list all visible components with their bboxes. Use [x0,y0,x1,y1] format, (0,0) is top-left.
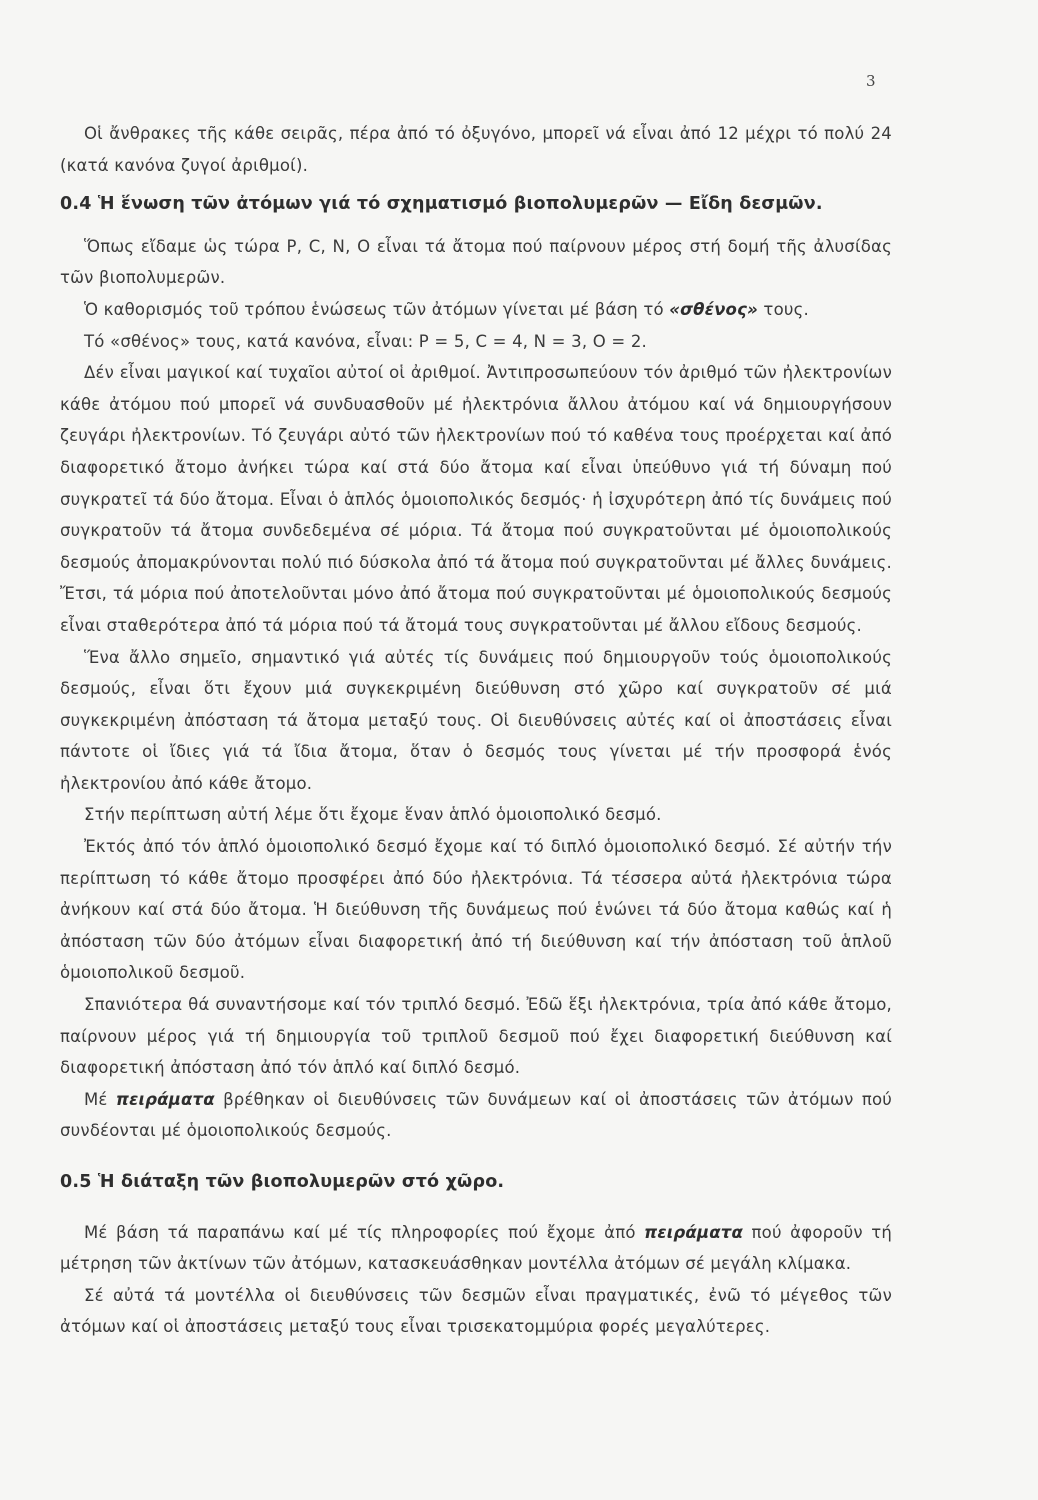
paragraph: Σέ αὐτά τά μοντέλλα οἱ διευθύνσεις τῶν δεσμῶν εἶναι πραγματικές, ἐνῶ τό μέγεθος τῶν ἀτόμων καί οἱ ἀποστάσεις μεταξύ τους εἶναι τρισεκατομμύρια φορές μεγαλύτερες. [60,1285,892,1337]
page-content [60,118,892,1343]
paragraph-models [60,1217,892,1280]
paragraph: Ὅπως εἴδαμε ὡς τώρα P, C, N, O εἶναι τά ἄτομα πού παίρνουν μέρος στή δομή τῆς ἀλυσίδας τῶν βιοπολυμερῶν. [60,236,892,288]
paragraph: Ἐκτός ἀπό τόν ἁπλό ὁμοιοπολικό δεσμό ἔχομε καί τό διπλό ὁμοιοπολικό δεσμό. Σέ αὐτήν τήν περίπτωση τό κάθε ἄτομο προσφέρει ἀπό δύο ἠλεκτρόνια. Τά τέσσερα αὐτά ἠλεκτρόνια τώρα ἀνήκουν καί στά δύο ἄτομα. Ἡ διεύθυνση τῆς δυνάμεως πού ἑνώνει τά δύο ἄτομα καθώς καί ἡ ἀπόσταση τῶν δύο ἀτόμων εἶναι διαφορετική ἀπό τή διεύθυνση καί τήν ἀπόσταση τοῦ ἁπλοῦ ὁμοιοπολικοῦ δεσμοῦ. [60,837,892,983]
section-0-5-heading-wrap [60,1167,892,1199]
text-run: Μέ βάση τά παραπάνω καί μέ τίς πληροφορίες πού ἔχομε ἀπό [84,1222,645,1242]
paragraph-valence [60,294,892,326]
text-run: βρέθηκαν οἱ διευθύνσεις τῶν δυνάμεων καί οἱ ἀποστάσεις τῶν ἀτόμων πού συνδέονται μέ ὁμοιοπολικούς δεσμούς. [60,1089,893,1141]
paragraph-experiments [60,1084,892,1147]
text-run: Μέ [84,1089,116,1109]
text-run: τους. [757,299,809,319]
paragraph-valence-values: Τό «σθένος» τους, κατά κανόνα, εἶναι: P = 5, C = 4, N = 3, O = 2. [84,331,647,351]
section-0-4-heading-wrap [60,189,892,221]
emphasis-experiments-2: πειράματα [644,1222,744,1242]
paragraph: Σπανιότερα θά συναντήσομε καί τόν τριπλό δεσμό. Ἐδῶ ἕξι ἠλεκτρόνια, τρία ἀπό κάθε ἄτομο, παίρνουν μέρος γιά τή δημιουργία τοῦ τριπλοῦ δεσμοῦ πού ἔχει διαφορετική διεύθυνση καί διαφορετική ἀπόσταση ἀπό τόν ἁπλό καί διπλό δεσμό. [60,995,892,1078]
text-run: πού ἀφοροῦν τή μέτρηση τῶν ἀκτίνων τῶν ἀτόμων, κατασκευάσθηκαν μοντέλλα ἀτόμων σέ μεγάλη κλίμακα. [60,1222,892,1274]
paragraph: Δέν εἶναι μαγικοί καί τυχαῖοι αὐτοί οἱ ἀριθμοί. Ἀντιπροσωπεύουν τόν ἀριθμό τῶν ἠλεκτρονίων κάθε ἀτόμου πού μπορεῖ νά συνδυασθοῦν μέ ἠλεκτρόνια ἄλλου ἀτόμου καί νά δημιουργήσουν ζευγάρι ἠλεκτρονίων. Τό ζευγάρι αὐτό τῶν ἠλεκτρονίων πού τό καθένα τους προέρχεται καί ἀπό διαφορετικό ἄτομο ἀνήκει τώρα καί στά δύο ἄτομα καί εἶναι ὑπεύθυνο γιά τή δύναμη πού συγκρατεῖ τά δύο ἄτομα. Εἶναι ὁ ἁπλός ὁμοιοπολικός δεσμός· ἡ ἰσχυρότερη ἀπό τίς δυνάμεις πού συγκρατοῦν τά ἄτομα συνδεδεμένα σέ μόρια. Τά ἄτομα πού συγκρατοῦνται μέ ὁμοιοπολικούς δεσμούς ἀπομακρύνονται πολύ πιό δύσκολα ἀπό τά ἄτομα πού συγκρατοῦνται μέ ἄλλες δυνάμεις. Ἔτσι, τά μόρια πού ἀποτελοῦνται μόνο ἀπό ἄτομα πού συγκρατοῦνται μέ ὁμοιοπολικούς δεσμούς εἶναι σταθερότερα ἀπό τά μόρια πού τά ἄτομά τους συγκρατοῦνται μέ ἄλλου εἴδους δεσμούς. [60,363,892,635]
intro-paragraph: Οἱ ἄνθρακες τῆς κάθε σειρᾶς, πέρα ἀπό τό ὀξυγόνο, μπορεῖ νά εἶναι ἀπό 12 μέχρι τό πολύ 24 (κατά κανόνα ζυγοί ἀριθμοί). [60,124,892,175]
text-run: Ὁ καθορισμός τοῦ τρόπου ἑνώσεως τῶν ἀτόμων γίνεται μέ βάση τό [84,299,670,319]
paragraph: Ἕνα ἄλλο σημεῖο, σημαντικό γιά αὐτές τίς δυνάμεις πού δημιουργοῦν τούς ὁμοιοπολικούς δεσμούς, εἶναι ὅτι ἔχουν μιά συγκεκριμένη διεύθυνση στό χῶρο καί συγκρατοῦν σέ μιά συγκεκριμένη ἀπόσταση τά ἄτομα μεταξύ τους. Οἱ διευθύνσεις αὐτές καί οἱ ἀποστάσεις εἶναι πάντοτε οἱ ἴδιες γιά τά ἴδια ἄτομα, ὅταν ὁ δεσμός τους γίνεται μέ τήν προσφορά ἑνός ἠλεκτρονίου ἀπό κάθε ἄτομο. [60,647,892,793]
section-0-5-heading: 0.5 Ἡ διάταξη τῶν βιοπολυμερῶν στό χῶρο. [60,1172,505,1192]
page-number: 3 [866,72,876,90]
emphasis-valence: «σθένος» [669,299,758,319]
section-0-4-heading: 0.4 Ἡ ἕνωση τῶν ἀτόμων γιά τό σχηματισμό βιοπολυμερῶν — Εἴδη δεσμῶν. [60,194,823,215]
paragraph: Στήν περίπτωση αὐτή λέμε ὅτι ἔχομε ἕναν ἁπλό ὁμοιοπολικό δεσμό. [84,805,662,825]
emphasis-experiments: πειράματα [115,1089,215,1109]
